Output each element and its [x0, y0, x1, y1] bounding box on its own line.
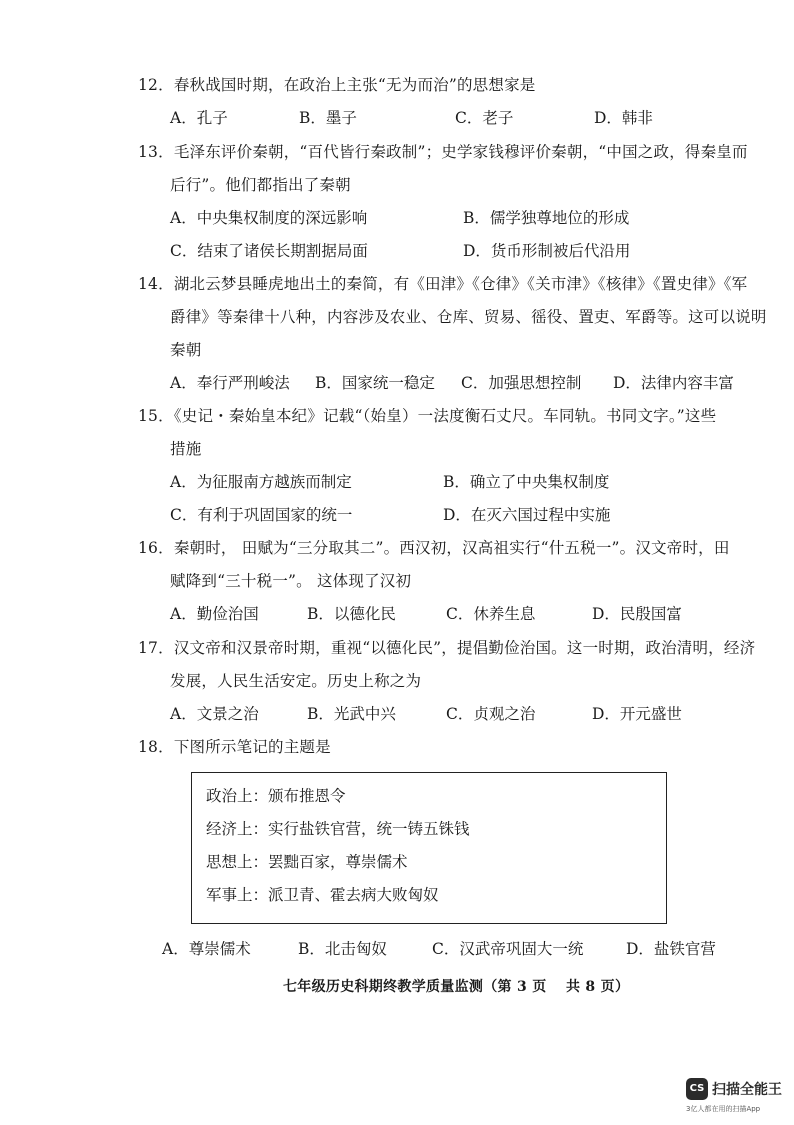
- question-16-option-c: C．休养生息: [446, 605, 536, 623]
- question-16-stem: 16．秦朝时， 田赋为“三分取其二”。西汉初，汉高祖实行“什五税一”。汉文帝时，田: [138, 539, 730, 557]
- question-15-option-a: A．为征服南方越族而制定: [170, 473, 352, 491]
- question-13-stem: 13．毛泽东评价秦朝，“百代皆行秦政制”；史学家钱穆评价秦朝，“中国之政，得秦皇而: [138, 143, 748, 161]
- question-18-option-c: C．汉武帝巩固大一统: [432, 940, 584, 958]
- question-12-option-d: D．韩非: [594, 109, 653, 127]
- question-15-option-b: B．确立了中央集权制度: [443, 473, 610, 491]
- question-13-option-d: D．货币形制被后代沿用: [463, 242, 631, 260]
- question-12-stem: 12．春秋战国时期，在政治上主张“无为而治”的思想家是: [138, 76, 536, 94]
- question-15-option-c: C．有利于巩固国家的统一: [170, 506, 353, 524]
- question-18-stem: 18．下图所示笔记的主题是: [138, 738, 331, 756]
- question-13-option-b: B．儒学独尊地位的形成: [463, 209, 630, 227]
- question-17-stem: 17．汉文帝和汉景帝时期，重视“以德化民”，提倡勤俭治国。这一时期，政治清明，经济: [138, 639, 756, 657]
- question-13-stem-cont: 后行”。他们都指出了秦朝: [170, 176, 351, 194]
- question-17-option-b: B．光武中兴: [307, 705, 396, 723]
- question-12-option-b: B．墨子: [299, 109, 357, 127]
- scanner-watermark: [686, 1078, 794, 1118]
- question-14-stem-cont: 爵律》等秦律十八种，内容涉及农业、仓库、贸易、徭役、置吏、军爵等。这可以说明: [170, 308, 767, 326]
- notes-box: [191, 772, 667, 924]
- question-17-stem-cont: 发展，人民生活安定。历史上称之为: [170, 672, 422, 690]
- question-16-option-b: B．以德化民: [307, 605, 396, 623]
- question-16-stem-cont: 赋降到“三十税一”。 这体现了汉初: [170, 572, 412, 590]
- note-politics: 政治上：颁布推恩令: [206, 787, 346, 805]
- watermark-tagline: 3亿人都在用的扫描App: [686, 1105, 761, 1113]
- question-14-option-b: B．国家统一稳定: [315, 374, 435, 392]
- camscanner-logo-icon: CS: [686, 1078, 708, 1100]
- question-15-stem-cont: 措施: [170, 440, 202, 458]
- question-12-option-a: A．孔子: [170, 109, 228, 127]
- note-thought: 思想上：罢黜百家，尊崇儒术: [206, 853, 408, 871]
- question-18-option-a: A．尊崇儒术: [162, 940, 251, 958]
- question-17-option-c: C．贞观之治: [446, 705, 536, 723]
- question-14-option-a: A．奉行严刑峻法: [170, 374, 290, 392]
- question-17-option-d: D．开元盛世: [592, 705, 682, 723]
- question-16-option-d: D．民殷国富: [592, 605, 682, 623]
- question-18-option-d: D．盐铁官营: [626, 940, 716, 958]
- note-military: 军事上：派卫青、霍去病大败匈奴: [206, 886, 439, 904]
- watermark-name: 扫描全能王: [712, 1082, 782, 1098]
- question-14-option-c: C．加强思想控制: [461, 374, 582, 392]
- page-footer: 七年级历史科期终教学质量监测（第 3 页 共 8 页）: [283, 979, 630, 995]
- question-14-stem: 14．湖北云梦县睡虎地出土的秦简，有《田津》《仓律》《关市津》《核律》《置史律》《军: [138, 275, 748, 293]
- question-15-option-d: D．在灭六国过程中实施: [443, 506, 611, 524]
- question-14-option-d: D．法律内容丰富: [613, 374, 734, 392]
- question-12-option-c: C．老子: [455, 109, 514, 127]
- question-17-option-a: A．文景之治: [170, 705, 259, 723]
- note-economy: 经济上：实行盐铁官营，统一铸五铢钱: [206, 820, 470, 838]
- question-15-stem: 15．《史记・秦始皇本纪》记载“（始皇）一法度衡石丈尺。车同轨。书同文字。”这些: [138, 407, 717, 425]
- question-16-option-a: A．勤俭治国: [170, 605, 259, 623]
- question-14-stem-cont-2: 秦朝: [170, 341, 202, 359]
- question-13-option-a: A．中央集权制度的深远影响: [170, 209, 368, 227]
- question-18-option-b: B．北击匈奴: [298, 940, 387, 958]
- question-13-option-c: C．结束了诸侯长期割据局面: [170, 242, 368, 260]
